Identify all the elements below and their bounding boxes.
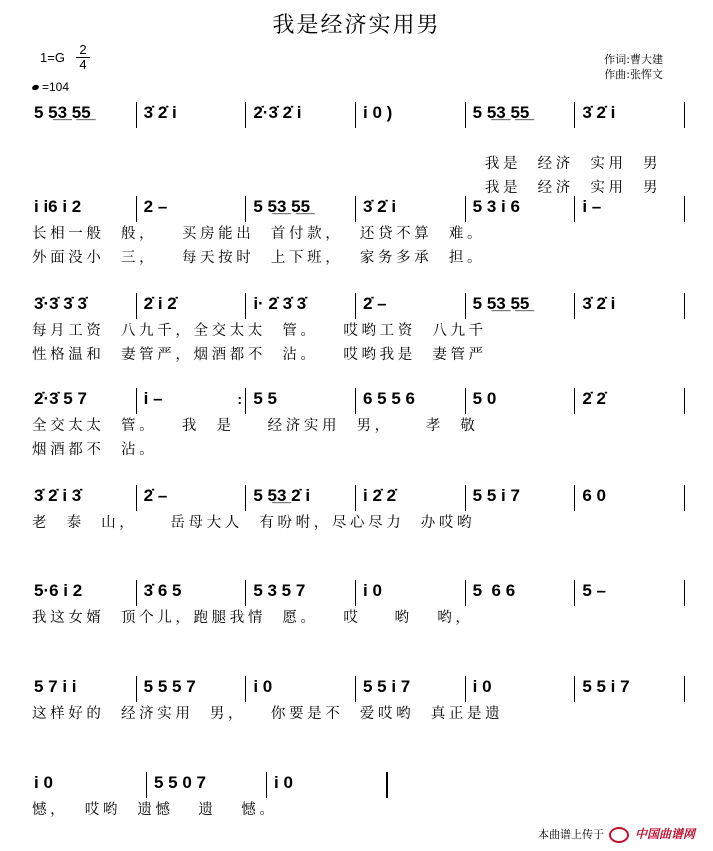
notation-line bbox=[0, 772, 713, 798]
lyric-line: 我是 经济 实用 男 bbox=[32, 156, 662, 172]
measure-notes: 3̇ 2̇ i bbox=[363, 197, 397, 216]
lyric-line: 我是 经济 实用 男 bbox=[32, 180, 662, 196]
barline bbox=[245, 102, 246, 128]
measure-notes: i 0 bbox=[274, 773, 293, 792]
barline bbox=[245, 485, 246, 511]
measure-notes: 3̇ 2̇ i bbox=[143, 103, 177, 122]
credits bbox=[604, 52, 663, 82]
measure-notes: 2̇ i 2̇ bbox=[143, 294, 177, 313]
measure-notes: 3̇ 2̇ i 3̇ bbox=[34, 486, 82, 505]
notation-line bbox=[0, 388, 713, 414]
barline bbox=[355, 485, 356, 511]
tempo-marking bbox=[32, 80, 69, 95]
measure-notes: 6 0 bbox=[582, 486, 606, 505]
barline bbox=[465, 485, 466, 511]
measure-notes: 5 – bbox=[582, 581, 606, 600]
repeat-barline bbox=[245, 388, 246, 414]
measure-notes: 5·6 i 2 bbox=[34, 581, 83, 600]
key-signature: 1=G bbox=[40, 50, 65, 65]
final-barline bbox=[386, 772, 388, 798]
barline bbox=[574, 676, 575, 702]
barline bbox=[136, 485, 137, 511]
barline bbox=[684, 676, 685, 702]
lyric-line: 我这女婿 顶个儿，跑腿我情 愿。 哎 哟 哟， bbox=[32, 610, 474, 626]
barline bbox=[146, 772, 147, 798]
barline bbox=[684, 196, 685, 222]
measure-notes: 5 7 i i bbox=[34, 677, 77, 696]
barline bbox=[245, 293, 246, 319]
measure-notes: i 0 bbox=[363, 581, 382, 600]
barline bbox=[136, 676, 137, 702]
footer-watermark bbox=[538, 825, 695, 843]
composer-credit: 作曲:张恽文 bbox=[604, 68, 663, 81]
lyric-line: 性格温和 妻管严，烟酒都不 沾。 哎哟我是 妻管严 bbox=[32, 347, 487, 363]
lyric-line: 每月工资 八九千，全交太太 管。 哎哟工资 八九千 bbox=[32, 323, 487, 339]
lyric-line: 外面没小 三， 每天按时 上下班， 家务多承 担。 bbox=[32, 250, 486, 266]
barline bbox=[574, 580, 575, 606]
measure-notes: 2̇ – bbox=[363, 294, 387, 313]
measure-notes: 2̇ – bbox=[143, 486, 168, 505]
measure-notes: i – bbox=[582, 197, 602, 216]
repeat-dots: : bbox=[237, 391, 242, 407]
barline bbox=[266, 772, 267, 798]
notation-line bbox=[0, 293, 713, 319]
barline bbox=[355, 293, 356, 319]
barline bbox=[465, 676, 466, 702]
measure-notes: 5 3 i 6 bbox=[472, 197, 520, 216]
measure-notes: 5 5 i 7 bbox=[363, 677, 411, 696]
barline bbox=[355, 102, 356, 128]
measure-notes: 5 5 5 7 bbox=[143, 677, 196, 696]
lyric-line: 烟酒都不 沾。 bbox=[32, 442, 158, 458]
barline bbox=[355, 676, 356, 702]
notation-line bbox=[0, 676, 713, 702]
measure-notes: 2̇·3̇ 5 7 bbox=[34, 389, 87, 408]
barline bbox=[465, 580, 466, 606]
measure-notes: i· 2̇ 3̇ 3̇ bbox=[253, 294, 307, 313]
footer-text: 本曲谱上传于 bbox=[537, 828, 604, 841]
barline bbox=[245, 196, 246, 222]
barline bbox=[574, 388, 575, 414]
measure-notes: i 2̇ 2̇ bbox=[363, 486, 397, 505]
measure-notes: 5 5 bbox=[253, 389, 277, 408]
barline bbox=[684, 388, 685, 414]
time-signature bbox=[76, 43, 90, 72]
barline bbox=[465, 196, 466, 222]
measure-notes: 5 5̲3̲ 2̇ i bbox=[253, 486, 311, 505]
measure-notes: 5 5̲3̲ 5̲5̲ bbox=[253, 197, 311, 216]
measure-notes: 6 5 5 6 bbox=[363, 389, 415, 408]
barline bbox=[465, 293, 466, 319]
measure-notes: 2̇ 2̇ bbox=[582, 389, 606, 408]
barline bbox=[136, 102, 137, 128]
barline bbox=[355, 196, 356, 222]
measure-notes: 5 5̲3̲ 5̲5̲ bbox=[472, 294, 530, 313]
measure-notes: i i6 i 2 bbox=[34, 197, 82, 216]
lyricist-credit: 作词:曹大建 bbox=[604, 53, 663, 66]
lyric-line: 这样好的 经济实用 男， 你要是不 爱哎哟 真正是遗 bbox=[32, 706, 504, 722]
barline bbox=[684, 102, 685, 128]
measure-notes: 3̇ 2̇ i bbox=[582, 103, 616, 122]
measure-notes: 2 – bbox=[143, 197, 168, 216]
barline bbox=[245, 676, 246, 702]
lyric-line: 老 泰 山， 岳母大人 有吩咐，尽心尽力 办哎哟 bbox=[32, 515, 476, 531]
measure-notes: i 0 ) bbox=[363, 103, 393, 122]
barline bbox=[684, 580, 685, 606]
measure-notes: i – bbox=[143, 389, 163, 408]
measure-notes: 5 5 i 7 bbox=[472, 486, 520, 505]
notation-line bbox=[0, 580, 713, 606]
barline bbox=[684, 293, 685, 319]
barline bbox=[684, 485, 685, 511]
barline bbox=[355, 388, 356, 414]
measure-notes: i 0 bbox=[34, 773, 53, 792]
measure-notes: 5 5 0 7 bbox=[154, 773, 206, 792]
site-logo: 中国曲谱网 bbox=[634, 827, 695, 841]
lyric-line: 长相一般 般， 买房能出 首付款， 还贷不算 难。 bbox=[32, 226, 486, 242]
barline bbox=[355, 580, 356, 606]
notation-line bbox=[0, 196, 713, 222]
measure-notes: 5 0 bbox=[472, 389, 497, 408]
barline bbox=[136, 580, 137, 606]
measure-notes: 5 6 6 bbox=[472, 581, 516, 600]
measure-notes: 2̇·3̇ 2̇ i bbox=[253, 103, 302, 122]
lyric-line: 全交太太 管。 我 是 经济实用 男， 孝 敬 bbox=[32, 418, 479, 434]
measure-notes: i 0 bbox=[253, 677, 273, 696]
measure-notes: 5 5̲3̲ 5̲5̲ bbox=[34, 103, 91, 122]
barline bbox=[136, 293, 137, 319]
measure-notes: i 0 bbox=[472, 677, 492, 696]
barline bbox=[465, 102, 466, 128]
measure-notes: 5 5̲3̲ 5̲5̲ bbox=[472, 103, 530, 122]
barline bbox=[574, 196, 575, 222]
measure-notes: 3̇ 2̇ i bbox=[582, 294, 616, 313]
barline bbox=[465, 388, 466, 414]
measure-notes: 3̇ 6 5 bbox=[143, 581, 182, 600]
barline bbox=[136, 196, 137, 222]
barline bbox=[136, 388, 137, 414]
barline bbox=[574, 293, 575, 319]
barline bbox=[574, 485, 575, 511]
measure-notes: 3̇·3̇ 3̇ 3̇ bbox=[34, 294, 87, 313]
site-logo-icon bbox=[609, 827, 629, 843]
barline bbox=[574, 102, 575, 128]
time-signature-top: 2 bbox=[76, 43, 90, 58]
barline bbox=[245, 580, 246, 606]
notation-line bbox=[0, 485, 713, 511]
measure-notes: 5 5 i 7 bbox=[582, 677, 630, 696]
tempo-value: =104 bbox=[42, 80, 70, 94]
song-title: 我是经济实用男 bbox=[272, 13, 441, 38]
notation-line bbox=[0, 102, 713, 128]
lyric-line: 憾， 哎哟 遗憾 遗 憾。 bbox=[32, 802, 278, 818]
time-signature-bottom: 4 bbox=[79, 57, 87, 72]
measure-notes: 5 3 5 7 bbox=[253, 581, 306, 600]
quarter-note-icon bbox=[31, 84, 39, 91]
